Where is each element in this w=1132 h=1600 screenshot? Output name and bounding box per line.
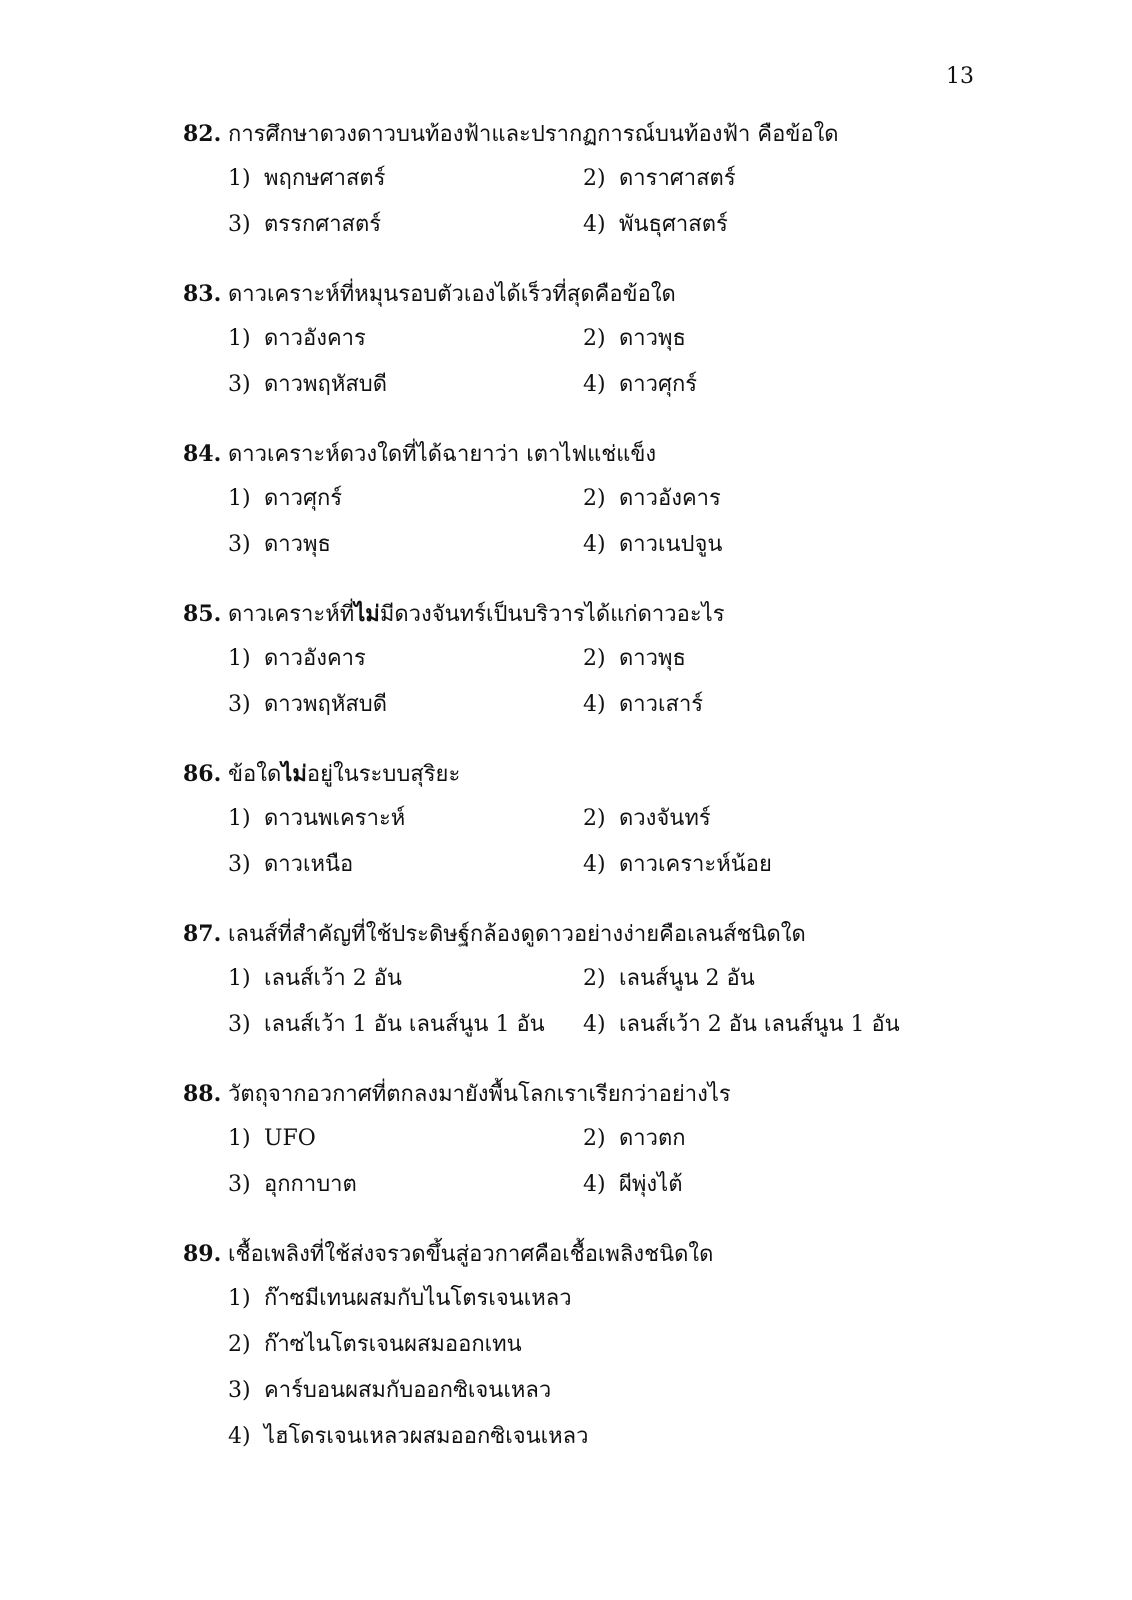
question-85 [183, 592, 943, 752]
option-text: พันธุศาสตร์ [619, 212, 728, 237]
option-4 [583, 202, 938, 248]
question-84 [183, 432, 943, 592]
option-2 [583, 636, 938, 682]
option-text: ดาวเนปจูน [619, 532, 723, 557]
question-86 [183, 752, 943, 912]
option-number: 4) [583, 212, 606, 237]
option-text: ดาวอังคาร [619, 486, 721, 511]
option-2 [583, 956, 938, 1002]
option-number: 4) [583, 372, 606, 397]
option-number: 1) [228, 646, 251, 671]
option-number: 1) [228, 1126, 251, 1151]
option-row [183, 1162, 943, 1208]
option-number: 4) [583, 692, 606, 717]
option-row [183, 1368, 943, 1414]
option-row [183, 1276, 943, 1322]
question-text: การศึกษาดวงดาวบนท้องฟ้าและปรากฏการณ์บนท้องฟ้า คือข้อใด [228, 122, 839, 147]
option-row [183, 476, 943, 522]
option-text: ดาวอังคาร [264, 646, 366, 671]
option-4 [583, 682, 938, 728]
question-number: 86. [183, 761, 222, 787]
option-text: ดาวศุกร์ [264, 486, 343, 511]
option-number: 3) [228, 1012, 251, 1037]
option-2 [583, 476, 938, 522]
option-row [183, 1116, 943, 1162]
option-number: 4) [228, 1424, 251, 1449]
option-row [183, 636, 943, 682]
option-number: 4) [583, 852, 606, 877]
question-stem [183, 432, 943, 476]
option-text: ดวงจันทร์ [619, 806, 711, 831]
option-3 [228, 362, 583, 408]
question-stem [183, 912, 943, 956]
option-2 [583, 156, 938, 202]
option-number: 1) [228, 326, 251, 351]
option-row [183, 522, 943, 568]
option-4 [583, 1002, 938, 1048]
option-number: 2) [583, 966, 606, 991]
option-number: 2) [583, 646, 606, 671]
question-text-post: มีดวงจันทร์เป็นบริวารได้แก่ดาวอะไร [379, 602, 725, 627]
question-list [183, 112, 943, 1467]
option-number: 2) [583, 166, 606, 191]
option-3 [228, 202, 583, 248]
option-number: 4) [583, 532, 606, 557]
option-number: 4) [583, 1012, 606, 1037]
option-text: UFO [264, 1126, 316, 1151]
option-number: 2) [583, 806, 606, 831]
question-stem [183, 592, 943, 636]
option-number: 1) [228, 1286, 251, 1311]
option-text: ดาวพุธ [264, 532, 331, 557]
option-1 [228, 1116, 583, 1162]
question-text: วัตถุจากอวกาศที่ตกลงมายังพื้นโลกเราเรียกว่าอย่างไร [228, 1082, 731, 1107]
option-text: ดาวเสาร์ [619, 692, 704, 717]
question-number: 82. [183, 121, 222, 147]
question-number: 89. [183, 1241, 222, 1267]
option-row [183, 316, 943, 362]
option-number: 3) [228, 692, 251, 717]
question-text-post: อยู่ในระบบสุริยะ [306, 762, 461, 787]
option-text: เลนส์เว้า 1 อัน เลนส์นูน 1 อัน [264, 1012, 545, 1037]
question-number: 88. [183, 1081, 222, 1107]
option-text: เลนส์เว้า 2 อัน [264, 966, 402, 991]
question-87 [183, 912, 943, 1072]
option-text: ดาวศุกร์ [619, 372, 698, 397]
option-number: 3) [228, 212, 251, 237]
question-stem [183, 1072, 943, 1116]
option-number: 3) [228, 1378, 251, 1403]
emphasis-word: ไม่ [354, 601, 380, 627]
option-4 [583, 842, 938, 888]
question-82 [183, 112, 943, 272]
option-3 [228, 1002, 583, 1048]
option-2 [583, 796, 938, 842]
option-text: อุกกาบาต [264, 1172, 357, 1197]
option-2 [583, 1116, 938, 1162]
question-stem [183, 752, 943, 796]
option-text: ก๊าซไนโตรเจนผสมออกเทน [264, 1332, 522, 1357]
option-text: เลนส์เว้า 2 อัน เลนส์นูน 1 อัน [619, 1012, 900, 1037]
option-number: 4) [583, 1172, 606, 1197]
option-text: พฤกษศาสตร์ [264, 166, 386, 191]
question-text [228, 762, 460, 787]
option-text: ดาวพุธ [619, 326, 686, 351]
option-3 [228, 842, 583, 888]
option-text: ดาวพุธ [619, 646, 686, 671]
option-text: ก๊าซมีเทนผสมกับไนโตรเจนเหลว [264, 1286, 572, 1311]
option-1 [228, 956, 583, 1002]
option-1 [228, 796, 583, 842]
question-stem [183, 112, 943, 156]
option-text: ดาวเหนือ [264, 852, 354, 877]
option-3 [228, 682, 583, 728]
option-1 [228, 316, 583, 362]
option-number: 3) [228, 852, 251, 877]
option-text: ดาวพฤหัสบดี [264, 372, 387, 397]
option-row [183, 1322, 943, 1368]
option-2 [583, 316, 938, 362]
option-row [183, 956, 943, 1002]
option-row [183, 1414, 943, 1460]
option-row [183, 682, 943, 728]
question-number: 83. [183, 281, 222, 307]
option-number: 1) [228, 806, 251, 831]
option-number: 3) [228, 1172, 251, 1197]
question-stem [183, 1232, 943, 1276]
option-row [183, 156, 943, 202]
question-text: ดาวเคราะห์ที่หมุนรอบตัวเองได้เร็วที่สุดคือข้อใด [228, 282, 676, 307]
question-89 [183, 1232, 943, 1467]
option-4 [583, 1162, 938, 1208]
question-stem [183, 272, 943, 316]
option-number: 2) [583, 326, 606, 351]
option-3 [228, 1162, 583, 1208]
question-text: ดาวเคราะห์ดวงใดที่ได้ฉายาว่า เตาไฟแช่แข็ง [228, 442, 657, 467]
question-text: เชื้อเพลิงที่ใช้ส่งจรวดขึ้นสู่อวกาศคือเชื้อเพลิงชนิดใด [228, 1242, 714, 1267]
option-row [183, 1002, 943, 1048]
option-text: ดาวตก [619, 1126, 686, 1151]
option-text: ผีพุ่งไต้ [619, 1172, 683, 1197]
question-text-pre: ดาวเคราะห์ที่ [228, 602, 355, 627]
option-number: 1) [228, 966, 251, 991]
option-number: 2) [583, 486, 606, 511]
option-text: เลนส์นูน 2 อัน [619, 966, 755, 991]
option-text: ดาราศาสตร์ [619, 166, 736, 191]
option-number: 1) [228, 486, 251, 511]
question-number: 85. [183, 601, 222, 627]
question-text-pre: ข้อใด [228, 762, 282, 787]
option-1 [228, 476, 583, 522]
option-3 [228, 522, 583, 568]
option-4 [583, 522, 938, 568]
option-row [183, 842, 943, 888]
question-text: เลนส์ที่สำคัญที่ใช้ประดิษฐ์กล้องดูดาวอย่างง่ายคือเลนส์ชนิดใด [228, 922, 806, 947]
page-number: 13 [946, 64, 974, 89]
option-row [183, 202, 943, 248]
option-row [183, 362, 943, 408]
option-text: ดาวพฤหัสบดี [264, 692, 387, 717]
option-1 [228, 636, 583, 682]
emphasis-word: ไม่ [281, 761, 307, 787]
question-text [228, 602, 725, 627]
option-number: 2) [583, 1126, 606, 1151]
option-number: 3) [228, 372, 251, 397]
option-text: ดาวนพเคราะห์ [264, 806, 406, 831]
option-4 [583, 362, 938, 408]
option-row [183, 796, 943, 842]
option-number: 3) [228, 532, 251, 557]
question-number: 84. [183, 441, 222, 467]
option-number: 2) [228, 1332, 251, 1357]
question-83 [183, 272, 943, 432]
option-text: ดาวอังคาร [264, 326, 366, 351]
question-number: 87. [183, 921, 222, 947]
option-text: ตรรกศาสตร์ [264, 212, 382, 237]
question-88 [183, 1072, 943, 1232]
option-1 [228, 156, 583, 202]
option-number: 1) [228, 166, 251, 191]
option-text: ดาวเคราะห์น้อย [619, 852, 772, 877]
option-text: ไฮโดรเจนเหลวผสมออกซิเจนเหลว [264, 1424, 589, 1449]
option-text: คาร์บอนผสมกับออกซิเจนเหลว [264, 1378, 552, 1403]
